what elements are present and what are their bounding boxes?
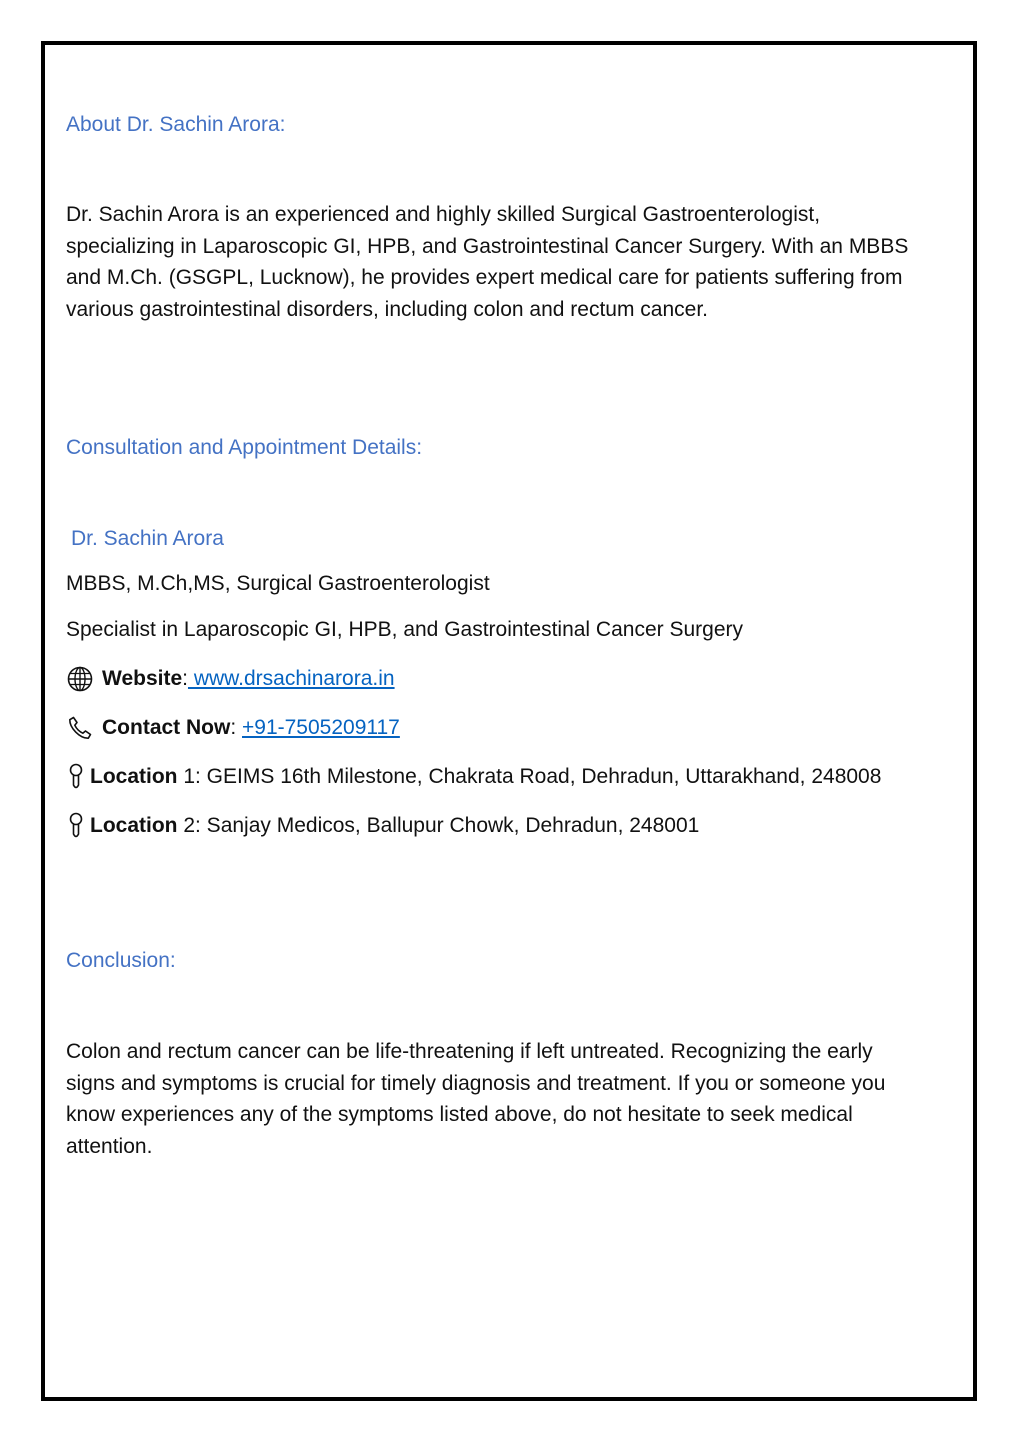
conclusion-line: signs and symptoms is crucial for timely diagnosis and treatment. If you or someone you [66, 1071, 886, 1095]
consultation-heading: Consultation and Appointment Details: [66, 436, 423, 459]
location-pin-icon [66, 812, 86, 840]
conclusion-line: know experiences any of the symptoms listed above, do not hesitate to seek medical [66, 1103, 853, 1126]
contact-phone-link[interactable]: +91-7505209117 [242, 716, 400, 739]
contact-separator: : [230, 716, 242, 739]
contact-row [66, 714, 400, 742]
about-paragraph [66, 199, 946, 325]
phone-icon [66, 714, 94, 742]
location-1-row [66, 763, 881, 791]
conclusion-paragraph [66, 1036, 946, 1162]
location-2-row [66, 812, 699, 840]
location-2-label: Location [90, 814, 178, 837]
conclusion-line: Colon and rectum cancer can be life-threatening if left untreated. Recognizing the early [66, 1040, 873, 1063]
page-frame [41, 41, 977, 1401]
qualifications: MBBS, M.Ch,MS, Surgical Gastroenterologist [66, 572, 490, 595]
about-line: and M.Ch. (GSGPL, Lucknow), he provides expert medical care for patients suffering from [66, 266, 903, 289]
contact-label: Contact Now [102, 716, 231, 739]
conclusion-line: attention. [66, 1134, 153, 1158]
website-label: Website [102, 667, 183, 690]
globe-icon [66, 665, 94, 693]
location-1-text: 1: GEIMS 16th Milestone, Chakrata Road, Dehradun, Uttarakhand, 248008 [177, 765, 882, 788]
conclusion-heading: Conclusion: [66, 949, 176, 972]
location-1-label: Location [90, 765, 178, 788]
location-2-text: 2: Sanjay Medicos, Ballupur Chowk, Dehradun, 248001 [177, 814, 700, 837]
about-line: Dr. Sachin Arora is an experienced and highly skilled Surgical Gastroenterologist, [66, 203, 821, 226]
website-separator: : [182, 667, 188, 690]
website-row [66, 665, 395, 693]
about-line: various gastrointestinal disorders, including colon and rectum cancer. [66, 297, 709, 321]
about-heading: About Dr. Sachin Arora: [66, 113, 286, 136]
doctor-name: Dr. Sachin Arora [71, 527, 224, 550]
location-pin-icon [66, 763, 86, 791]
website-link[interactable]: www.drsachinarora.in [187, 667, 395, 690]
about-line: specializing in Laparoscopic GI, HPB, and Gastrointestinal Cancer Surgery. With an MBBS [66, 234, 909, 258]
specialty: Specialist in Laparoscopic GI, HPB, and Gastrointestinal Cancer Surgery [66, 618, 743, 641]
